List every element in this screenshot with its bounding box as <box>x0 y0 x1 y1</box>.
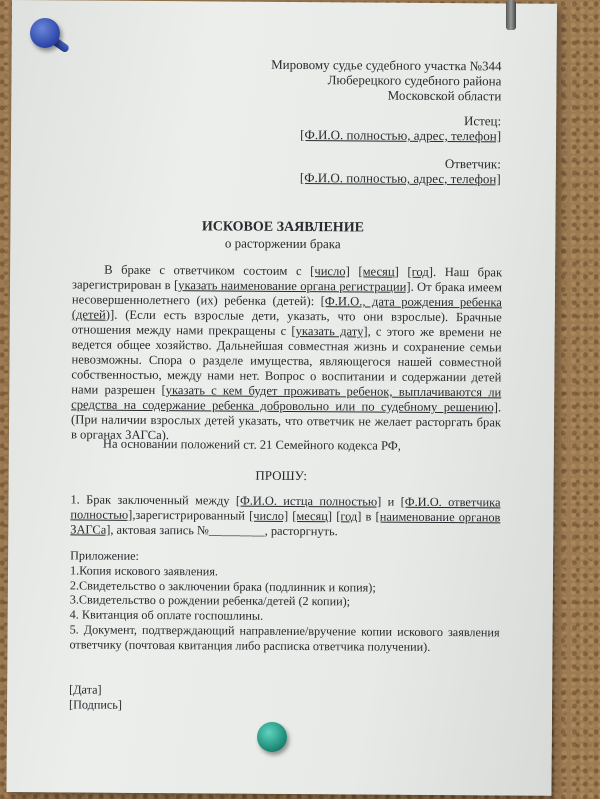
field-children: [Ф.И.О., дата рождения ребенка (детей)] <box>71 294 502 322</box>
field-year: [год] <box>407 264 434 279</box>
field-month: [месяц] <box>292 508 333 524</box>
date-placeholder: [Дата] <box>69 682 102 697</box>
plaintiff-placeholder: [Ф.И.О. полностью, адрес, телефон] <box>300 127 502 144</box>
green-pushpin-icon <box>257 722 287 752</box>
claim-text: . (Если есть взрослые дети, указать, что они взрослые). Брачные отношения между нами прекращены с <box>71 307 502 338</box>
addressee-line-1: Мировому судье судебного участка №344 <box>271 56 502 74</box>
field-plaintiff-name: [Ф.И.О. истца полностью] <box>235 493 382 509</box>
attachment-item: 1.Копия искового заявления. <box>69 563 219 579</box>
claim-text: , с этого же времени не ведется общее хозяйство. Дальнейшая совместная жизнь и сохранение семьи невозможны. Спора о разделе имущества, являющегося нашей совместной собственностью, между нами нет. Вопрос о воспитании и содержании детей нами разрешен <box>71 324 502 398</box>
field-custody: [указать с кем будет проживать ребенок, выплачиваются ли средства на содержание ребенка добровольно или по судебному решению] <box>71 383 502 415</box>
field-year: [год] <box>336 509 362 524</box>
blue-pushpin-icon <box>30 18 60 48</box>
defendant-block <box>300 155 501 186</box>
request-heading: ПРОШУ: <box>255 467 308 484</box>
field-registry-office: [наименование органов ЗАГСа] <box>70 509 501 537</box>
attachment-item: 2.Свидетельство о заключении брака (подлинник и копия); <box>69 578 376 595</box>
claim-text: . Наш брак зарегистрирован в <box>71 264 503 293</box>
defendant-placeholder: [Ф.И.О. полностью, адрес, телефон] <box>299 170 501 187</box>
attachment-item: 3.Свидетельство о рождении ребенка/детей (2 копии); <box>69 592 351 609</box>
request-text: , актовая запись №_________, расторгнуть. <box>110 522 338 539</box>
document-title: ИСКОВОЕ ЗАЯВЛЕНИЕ <box>201 219 365 236</box>
document-subtitle: о расторжении брака <box>224 235 341 252</box>
addressee-line-2: Люберецкого судебного района <box>327 72 502 89</box>
field-separation-date: [указать дату] <box>291 323 368 339</box>
claim-text: . От брака имеем несовершеннолетнего (их) ребенка (детей): <box>71 279 503 309</box>
field-defendant-name: [Ф.И.О. ответчика полностью] <box>70 494 501 522</box>
claim-paragraph <box>71 262 502 445</box>
attachments-list <box>69 548 500 655</box>
attachment-item: 5. Документ, подтверждающий направление/вручение копии искового заявления ответчику (почтовая квитанция либо расписка ответчика получении). <box>69 622 500 654</box>
legal-basis: На основании положений ст. 21 Семейного кодекса РФ, <box>102 436 401 453</box>
request-text: ,зарегистрированный <box>132 507 250 523</box>
claim-text: В браке с ответчиком состоим с <box>104 262 311 279</box>
addressee-line-3: Московской области <box>387 87 502 104</box>
defendant-label: Ответчик: <box>444 156 501 172</box>
claim-text: . (При наличии взрослых детей указать, что ответчик не желает расторгать брак в органах ЗАГСа). <box>70 400 502 443</box>
signature-block <box>69 682 499 715</box>
field-month: [месяц] <box>358 264 399 279</box>
request-text: и <box>381 494 401 509</box>
attachment-item: 4. Квитанция об оплате госпошлины. <box>69 607 264 623</box>
request-paragraph <box>70 492 500 540</box>
request-text: 1. Брак заключенный между <box>70 492 236 508</box>
request-text: в <box>361 509 376 524</box>
metal-pin-icon <box>506 0 516 30</box>
court-addressee <box>271 57 502 104</box>
field-day: [число] <box>310 264 350 279</box>
field-day: [число] <box>249 508 289 523</box>
field-registry: [указать наименование органа регистрации] <box>173 278 411 294</box>
plaintiff-block <box>300 112 501 143</box>
document-sheet <box>6 0 557 796</box>
plaintiff-label: Истец: <box>463 113 502 129</box>
signature-placeholder: [Подпись] <box>69 697 123 712</box>
attachments-heading: Приложение: <box>70 548 139 563</box>
